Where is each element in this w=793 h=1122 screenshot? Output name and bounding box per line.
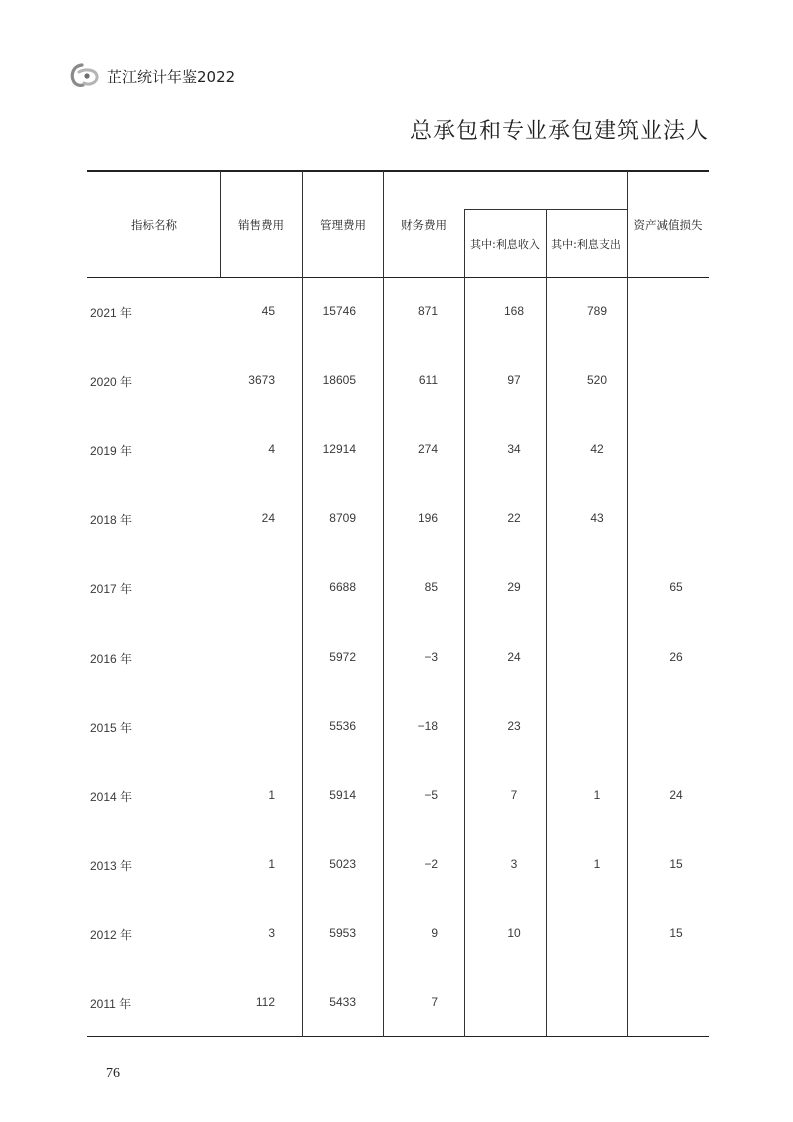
cell-year: 2013 年 — [90, 859, 133, 873]
cell-year: 2019 年 — [90, 444, 133, 458]
header-impairment: 资产减值损失 — [633, 218, 703, 232]
cell-sales: 3 — [268, 926, 275, 940]
header-bottom-rule — [87, 277, 709, 278]
column-divider — [383, 171, 384, 1037]
cell-sales: 3673 — [248, 373, 275, 387]
cell-finance: 85 — [424, 580, 438, 594]
subheader-rule — [464, 209, 627, 210]
cell-interest-income: 168 — [503, 304, 525, 318]
cell-admin: 5536 — [329, 719, 356, 733]
column-divider — [302, 171, 303, 1037]
cell-admin: 8709 — [329, 511, 356, 525]
cell-admin: 12914 — [322, 442, 356, 456]
cell-interest-expense: 789 — [586, 304, 608, 318]
cell-finance: 196 — [417, 511, 438, 525]
header-sales: 销售费用 — [238, 218, 284, 232]
header-admin: 管理费用 — [320, 218, 366, 232]
cell-admin: 5972 — [329, 650, 356, 664]
cell-interest-expense: 42 — [590, 442, 604, 456]
header-interest-expense: 其中:利息支出 — [551, 238, 621, 251]
cell-year: 2016 年 — [90, 652, 133, 666]
table-title: 总承包和专业承包建筑业法人 — [409, 119, 709, 144]
cell-interest-expense: 1 — [593, 857, 601, 871]
cell-sales: 1 — [268, 788, 275, 802]
cell-sales: 45 — [261, 304, 275, 318]
cell-year: 2011 年 — [90, 997, 132, 1011]
cell-impairment: 24 — [669, 788, 683, 802]
cell-sales: 112 — [255, 995, 275, 1009]
cell-interest-income: 23 — [507, 719, 521, 733]
cell-interest-income: 22 — [507, 511, 521, 525]
cell-admin: 18605 — [322, 373, 356, 387]
cell-interest-income: 24 — [507, 650, 521, 664]
cell-interest-expense: 1 — [593, 788, 601, 802]
data-table — [87, 170, 709, 1038]
cell-admin: 5953 — [329, 926, 356, 940]
cell-finance: −5 — [424, 788, 438, 802]
cell-admin: 5433 — [329, 995, 356, 1009]
cell-impairment: 65 — [669, 580, 683, 594]
column-divider — [464, 209, 465, 1037]
cell-admin: 5914 — [329, 788, 356, 802]
cell-finance: −18 — [417, 719, 438, 733]
table-bottom-rule — [87, 1036, 709, 1037]
cell-interest-expense: 43 — [590, 511, 604, 525]
cell-admin: 15746 — [322, 304, 356, 318]
cell-interest-income: 29 — [507, 580, 521, 594]
cell-year: 2017 年 — [90, 582, 133, 596]
cell-finance: 7 — [431, 995, 438, 1009]
cell-sales: 4 — [268, 442, 275, 456]
cell-interest-expense: 520 — [586, 373, 608, 387]
cell-impairment: 15 — [669, 926, 683, 940]
column-divider — [546, 209, 547, 1037]
cell-year: 2018 年 — [90, 513, 133, 527]
cell-finance: −3 — [424, 650, 438, 664]
cell-interest-income: 7 — [510, 788, 518, 802]
cell-year: 2014 年 — [90, 790, 133, 804]
cell-admin: 5023 — [329, 857, 356, 871]
cell-finance: 611 — [418, 373, 438, 387]
header-interest-income: 其中:利息收入 — [470, 238, 540, 251]
cell-sales: 1 — [268, 857, 275, 871]
cell-year: 2015 年 — [90, 721, 133, 735]
page-number: 76 — [106, 1066, 120, 1081]
yearbook-logo-icon — [68, 62, 102, 88]
book-title: 芷江统计年鉴2022 — [107, 68, 236, 86]
cell-finance: −2 — [424, 857, 438, 871]
cell-interest-income: 10 — [507, 926, 521, 940]
cell-year: 2012 年 — [90, 928, 133, 942]
cell-impairment: 15 — [669, 857, 683, 871]
cell-impairment: 26 — [669, 650, 683, 664]
cell-finance: 274 — [417, 442, 438, 456]
cell-finance: 9 — [431, 926, 438, 940]
table-top-rule — [87, 170, 709, 172]
cell-interest-income: 97 — [507, 373, 521, 387]
cell-finance: 871 — [417, 304, 438, 318]
cell-year: 2020 年 — [90, 375, 133, 389]
cell-interest-income: 3 — [510, 857, 518, 871]
cell-year: 2021 年 — [90, 306, 133, 320]
header-indicator: 指标名称 — [131, 218, 177, 232]
header-divider — [220, 171, 221, 277]
cell-interest-income: 34 — [507, 442, 521, 456]
cell-admin: 6688 — [329, 580, 356, 594]
header-finance: 财务费用 — [401, 218, 447, 232]
cell-sales: 24 — [261, 511, 275, 525]
column-divider — [627, 171, 628, 1037]
